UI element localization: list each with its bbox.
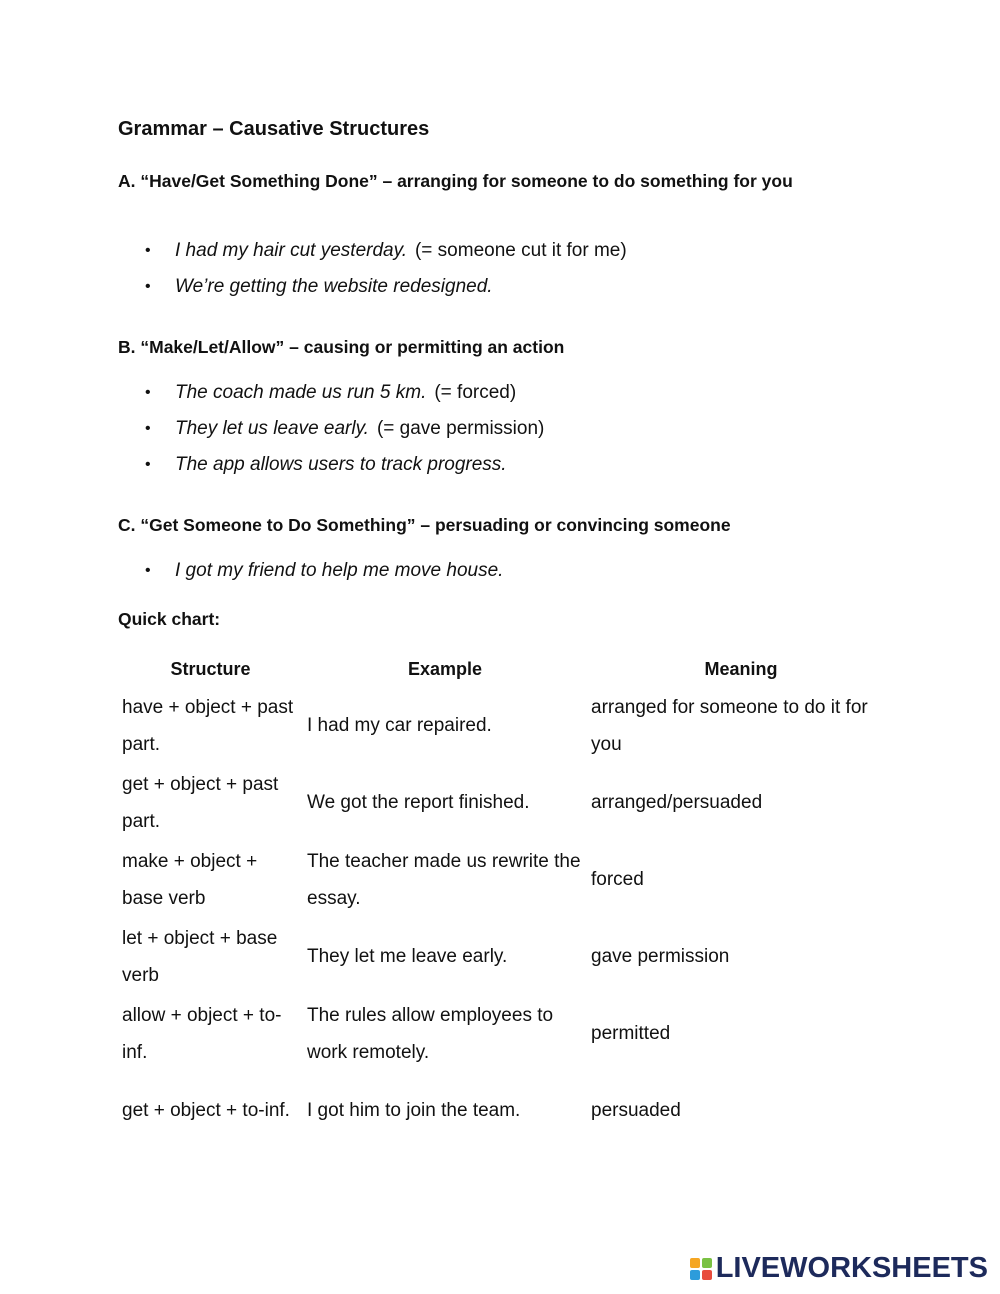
liveworksheets-logo (690, 1252, 988, 1285)
table-cell: The rules allow employees to work remotely. (307, 1005, 554, 1063)
table-cell: persuaded (591, 1100, 681, 1122)
table-cell: allow + object + to-inf. (122, 1005, 282, 1063)
table-cell: arranged for someone to do it for you (591, 697, 868, 755)
section-c-list (118, 553, 503, 589)
table-cell: We got the report finished. (307, 792, 530, 814)
column-header-example: Example (407, 658, 483, 679)
table-row (118, 688, 895, 765)
column-header-structure: Structure (170, 658, 251, 679)
list-item: • The coach made us run 5 km. (= forced) (118, 375, 544, 411)
list-item: • They let us leave early. (= gave permission) (118, 411, 544, 447)
table-row (118, 996, 895, 1073)
table-cell: The teacher made us rewrite the essay. (307, 851, 581, 909)
section-a-list (118, 233, 627, 305)
table-row (118, 1073, 895, 1150)
table-row (118, 765, 895, 842)
table-cell: They let me leave early. (307, 946, 508, 968)
table-header-row (118, 650, 895, 688)
list-item: • I had my hair cut yesterday. (= someone cut it for me) (118, 233, 627, 269)
section-a-heading: A. “Have/Get Something Done” – arranging for someone to do something for you (118, 171, 793, 191)
logo-block (690, 1258, 700, 1268)
logo-blocks-icon (690, 1258, 712, 1280)
section-b-list (118, 375, 544, 483)
table-cell: gave permission (591, 946, 730, 968)
table-cell: forced (591, 869, 644, 891)
logo-text: LIVEWORKSHEETS (715, 1252, 988, 1284)
section-c-heading: C. “Get Someone to Do Something” – persuading or convincing someone (118, 515, 731, 535)
table-cell: arranged/persuaded (591, 792, 763, 814)
table-cell: get + object + past part. (122, 774, 279, 832)
list-item: • I got my friend to help me move house. (118, 553, 503, 589)
table-row (118, 919, 895, 996)
logo-block (690, 1270, 700, 1280)
table-cell: have + object + past part. (122, 697, 294, 755)
table-cell: I got him to join the team. (307, 1100, 521, 1122)
table-cell: make + object + base verb (122, 851, 258, 909)
logo-block (702, 1270, 712, 1280)
table-cell: let + object + base verb (122, 928, 278, 986)
page-title: Grammar – Causative Structures (118, 118, 430, 140)
table-row (118, 842, 895, 919)
table-cell: I had my car repaired. (307, 715, 492, 737)
table-cell: permitted (591, 1023, 671, 1045)
table-cell: get + object + to-inf. (122, 1100, 290, 1122)
logo-block (702, 1258, 712, 1268)
section-b-heading: B. “Make/Let/Allow” – causing or permitting an action (118, 337, 565, 357)
column-header-meaning: Meaning (704, 658, 778, 679)
list-item: • The app allows users to track progress. (118, 447, 544, 483)
quick-chart-label: Quick chart: (118, 609, 221, 629)
list-item: • We’re getting the website redesigned. (118, 269, 627, 305)
causative-table (118, 650, 895, 1150)
